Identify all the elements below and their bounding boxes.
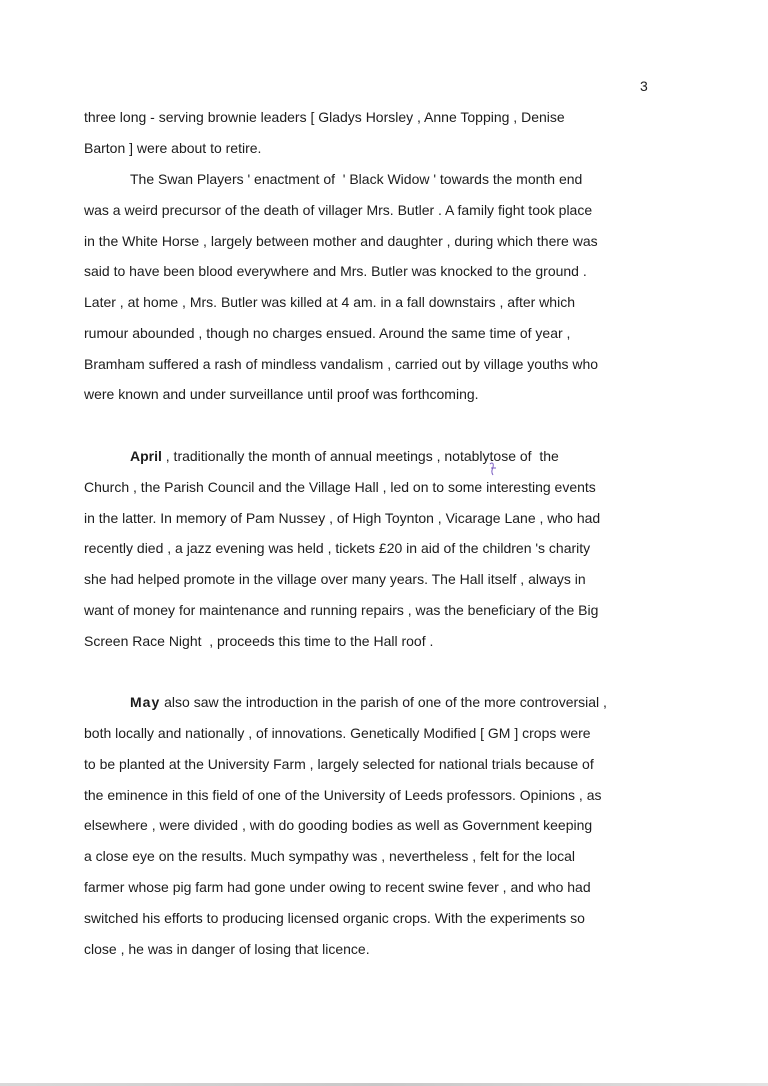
text-span: also saw the introduction in the parish of one of the more controversial , xyxy=(160,694,607,710)
text-line: both locally and nationally , of innovations. Genetically Modified [ GM ] crops were xyxy=(84,725,591,741)
text-line: in the latter. In memory of Pam Nussey , of High Toynton , Vicarage Lane , who had xyxy=(84,510,601,526)
text-line: Bramham suffered a rash of mindless vandalism , carried out by village youths who xyxy=(84,356,599,372)
text-line xyxy=(130,693,607,711)
text-line: in the White Horse , largely between mother and daughter , during which there was xyxy=(84,233,598,249)
month-heading-april: April xyxy=(130,448,162,464)
text-line: Barton ] were about to retire. xyxy=(84,140,262,156)
text-line: The Swan Players ' enactment of ' Black Widow ' towards the month end xyxy=(130,171,583,187)
text-line: switched his efforts to producing licensed organic crops. With the experiments so xyxy=(84,910,585,926)
text-line: she had helped promote in the village over many years. The Hall itself , always in xyxy=(84,571,586,587)
text-line: the eminence in this field of one of the University of Leeds professors. Opinions , as xyxy=(84,787,602,803)
text-line: three long - serving brownie leaders [ Gladys Horsley , Anne Topping , Denise xyxy=(84,109,565,125)
text-line: a close eye on the results. Much sympathy was , nevertheless , felt for the local xyxy=(84,848,576,864)
text-line: were known and under surveillance until proof was forthcoming. xyxy=(84,386,479,402)
text-line: want of money for maintenance and running repairs , was the beneficiary of the Big xyxy=(84,602,599,618)
page-number: 3 xyxy=(640,78,648,94)
month-heading-may: May xyxy=(130,694,161,710)
text-line: was a weird precursor of the death of villager Mrs. Butler . A family fight took place xyxy=(84,202,593,218)
text-line: recently died , a jazz evening was held , tickets £20 in aid of the children 's charity xyxy=(84,540,591,556)
text-line: close , he was in danger of losing that licence. xyxy=(84,941,370,957)
text-span: , traditionally the month of annual meetings , notably xyxy=(161,448,490,464)
text-line: Church , the Parish Council and the Village Hall , led on to some interesting events xyxy=(84,479,596,495)
text-line: Later , at home , Mrs. Butler was killed at 4 am. in a fall downstairs , after which xyxy=(84,294,575,310)
text-line: farmer whose pig farm had gone under owing to recent swine fever , and who had xyxy=(84,879,591,895)
text-line: said to have been blood everywhere and Mrs. Butler was knocked to the ground . xyxy=(84,263,587,279)
text-line: rumour abounded , though no charges ensued. Around the same time of year , xyxy=(84,325,571,341)
text-span: tose of the xyxy=(489,448,559,464)
text-line: to be planted at the University Farm , largely selected for national trials because of xyxy=(84,756,594,772)
text-line: elsewhere , were divided , with do gooding bodies as well as Government keeping xyxy=(84,817,593,833)
text-line xyxy=(130,447,559,465)
text-line: Screen Race Night , proceeds this time to the Hall roof . xyxy=(84,633,434,649)
